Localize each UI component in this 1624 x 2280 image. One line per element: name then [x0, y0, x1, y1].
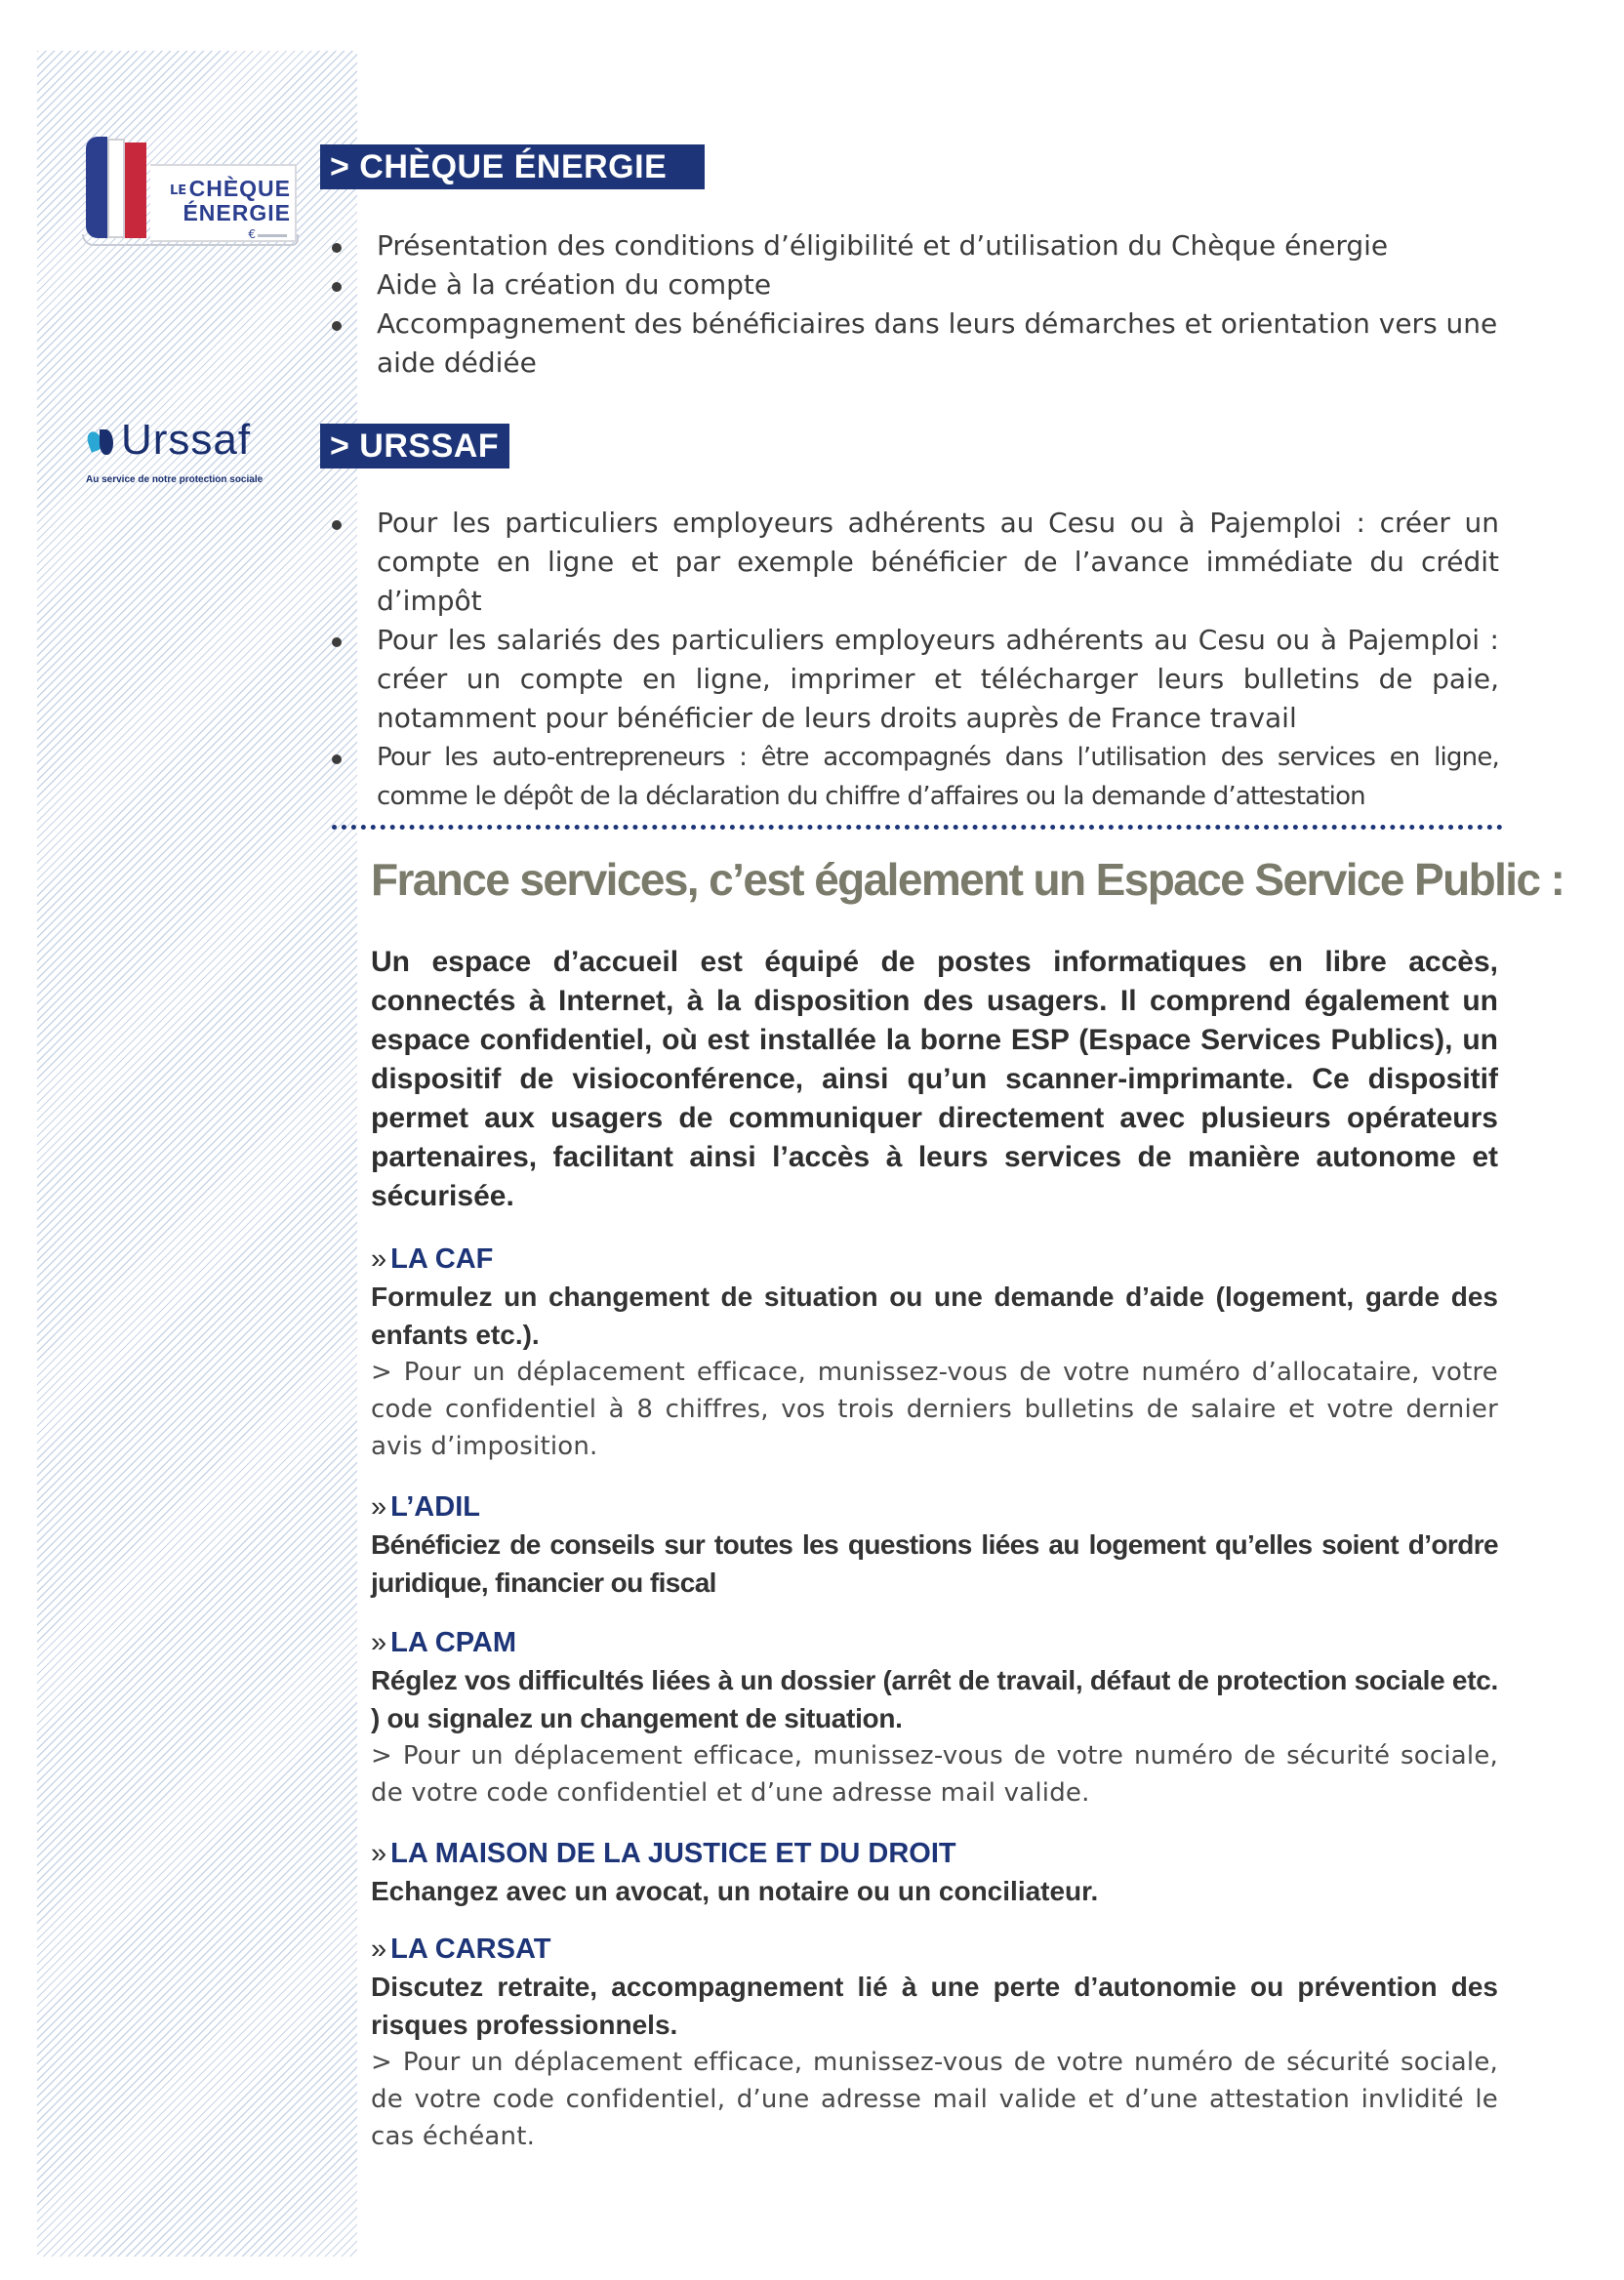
partner-name: LA MAISON DE LA JUSTICE ET DU DROIT	[390, 1838, 956, 1869]
logo-cheque-small: LE	[170, 183, 187, 198]
partner-carsat	[371, 1931, 1498, 2155]
urssaf-logo	[82, 416, 306, 492]
cheque-energie-list	[332, 226, 1499, 383]
france-services-title: France services, c’est également un Espace Service Public :	[371, 854, 1564, 905]
partner-name: LA CAF	[390, 1243, 494, 1275]
urssaf-heading: > URSSAF	[320, 424, 509, 468]
chevron-icon: »	[371, 1934, 387, 1965]
partner-cpam	[371, 1624, 1498, 1812]
cheque-energie-heading: > CHÈQUE ÉNERGIE	[320, 144, 705, 189]
logo-urssaf-word: Urssaf	[121, 416, 252, 464]
partner-desc: Bénéficiez de conseils sur toutes les questions liées au logement qu’elles soient d’ordre juridique, financier ou fiscal	[371, 1529, 1498, 1598]
partner-name: LA CPAM	[390, 1627, 517, 1658]
chevron-icon: »	[371, 1627, 387, 1658]
france-services-intro: Un espace d’accueil est équipé de postes informatiques en libre accès, connectés à Internet, à la disposition des usagers. Il comprend également un espace confidentiel, où est installée la borne ESP (Espace Services Publics), un dispositif de visioconférence, ainsi qu’un scanner-imprimante. Ce dispositif permet aux usagers de communiquer directement avec plusieurs opérateurs partenaires, facilitant ainsi l’accès à leurs services de manière autonome et sécurisée.	[371, 946, 1498, 1212]
list-item: Pour les auto-entrepreneurs : être accompagnés dans l’utilisation des services en ligne, comme le dépôt de la déclaration du chiffre d’affaires ou la demande d’attestation	[332, 738, 1499, 816]
dotted-divider	[332, 825, 1503, 830]
partner-heading	[371, 1835, 1498, 1872]
partner-adil	[371, 1488, 1498, 1602]
partner-name: L’ADIL	[390, 1491, 480, 1523]
list-item: Pour les salariés des particuliers employeurs adhérents au Cesu ou à Pajemploi : créer un compte en ligne, imprimer et télécharger leurs bulletins de paie, notamment pour bénéficier de leurs droits auprès de France travail	[332, 621, 1499, 738]
partner-tip: > Pour un déplacement efficace, munissez-vous de votre numéro de sécurité sociale, de votre code confidentiel, d’une adresse mail valide et d’une attestation invlidité le cas échéant.	[371, 2048, 1498, 2151]
partner-heading	[371, 1488, 1498, 1526]
chevron-icon: »	[371, 1491, 387, 1523]
partner-desc: Réglez vos difficultés liées à un dossier (arrêt de travail, défaut de protection sociale etc. ) ou signalez un changement de situation.	[371, 1665, 1498, 1733]
partner-heading	[371, 1931, 1498, 1968]
partner-tip: > Pour un déplacement efficace, munissez-vous de votre numéro d’allocataire, votre code confidentiel à 8 chiffres, vos trois derniers bulletins de salaire et votre dernier avis d’imposition.	[371, 1358, 1498, 1461]
partner-heading	[371, 1624, 1498, 1661]
logo-cheque-line1: CHÈQUE	[188, 176, 291, 201]
logo-cheque-line2: ÉNERGIE	[183, 200, 291, 225]
cheque-energie-logo	[82, 133, 299, 254]
decorative-stripes	[37, 51, 357, 2257]
partner-desc: Formulez un changement de situation ou une demande d’aide (logement, garde des enfants etc.).	[371, 1282, 1498, 1350]
partner-heading	[371, 1241, 1498, 1278]
partner-desc: Discutez retraite, accompagnement lié à une perte d’autonomie ou prévention des risques professionnels.	[371, 1972, 1498, 2040]
chevron-icon: »	[371, 1838, 387, 1869]
partner-desc: Echangez avec un avocat, un notaire ou un conciliateur.	[371, 1876, 1099, 1906]
partner-tip: > Pour un déplacement efficace, munissez-vous de votre numéro de sécurité sociale, de votre code confidentiel et d’une adresse mail valide.	[371, 1741, 1498, 1808]
partner-mjd	[371, 1835, 1498, 1910]
list-item: Pour les particuliers employeurs adhérents au Cesu ou à Pajemploi : créer un compte en ligne et par exemple bénéficier de l’avance immédiate du crédit d’impôt	[332, 504, 1499, 621]
partner-name: LA CARSAT	[390, 1934, 551, 1965]
logo-urssaf-tagline: Au service de notre protection sociale	[86, 474, 264, 485]
list-item: Aide à la création du compte	[332, 265, 1499, 305]
partner-caf	[371, 1241, 1498, 1465]
list-item: Présentation des conditions d’éligibilité et d’utilisation du Chèque énergie	[332, 226, 1499, 265]
urssaf-list	[332, 504, 1499, 816]
list-item: Accompagnement des bénéficiaires dans leurs démarches et orientation vers une aide dédiée	[332, 305, 1499, 383]
chevron-icon: »	[371, 1243, 387, 1275]
euro-icon: €	[248, 227, 256, 241]
